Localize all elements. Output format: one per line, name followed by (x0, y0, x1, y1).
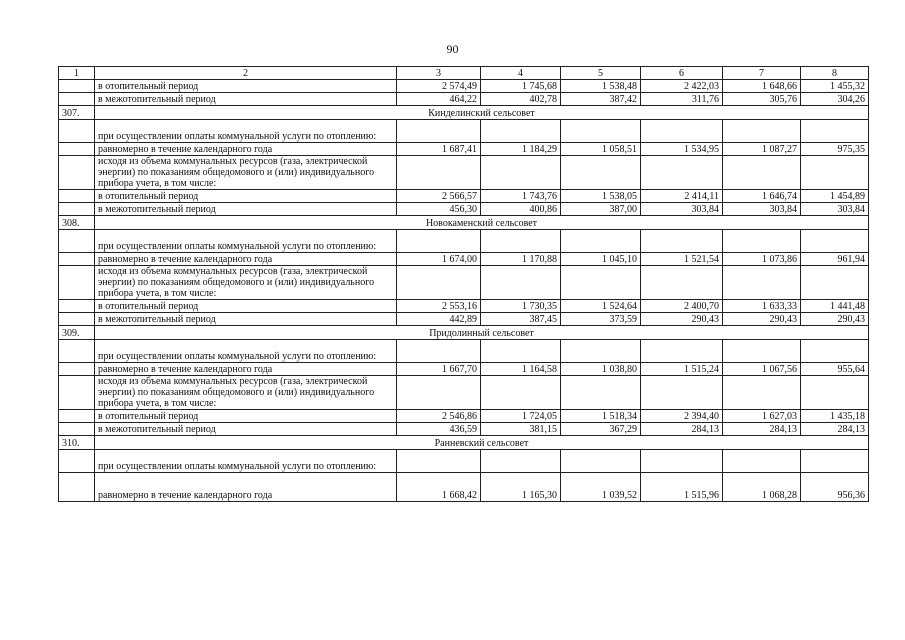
table-row (59, 120, 869, 143)
value-cell: 1 068,28 (723, 473, 801, 502)
value-cell: 2 394,40 (641, 410, 723, 423)
value-cell: 284,13 (723, 423, 801, 436)
value-cell (641, 340, 723, 363)
number-cell (59, 190, 95, 203)
value-cell (561, 376, 641, 410)
value-cell: 1 058,51 (561, 143, 641, 156)
value-cell: 284,13 (641, 423, 723, 436)
value-cell (397, 230, 481, 253)
value-cell (481, 340, 561, 363)
value-cell: 290,43 (641, 313, 723, 326)
value-cell: 975,35 (801, 143, 869, 156)
number-cell (59, 410, 95, 423)
value-cell (481, 376, 561, 410)
number-cell (59, 156, 95, 190)
label-cell: равномерно в течение календарного года (95, 363, 397, 376)
section-row (59, 216, 869, 230)
value-cell: 456,30 (397, 203, 481, 216)
table-row (59, 230, 869, 253)
table-row (59, 93, 869, 106)
value-cell: 1 648,66 (723, 80, 801, 93)
value-cell (801, 450, 869, 473)
value-cell: 1 435,18 (801, 410, 869, 423)
table-row (59, 473, 869, 502)
table-row (59, 203, 869, 216)
value-cell: 387,42 (561, 93, 641, 106)
value-cell (397, 120, 481, 143)
table-row (59, 376, 869, 410)
value-cell (641, 230, 723, 253)
number-cell (59, 313, 95, 326)
section-number: 310. (59, 436, 95, 450)
value-cell (561, 156, 641, 190)
label-cell: исходя из объема коммунальных ресурсов (газа, электрической энергии) по показаниям общедомового и (или) индивидуального прибора учета, в том числе: (95, 156, 397, 190)
value-cell (641, 120, 723, 143)
section-title: Кинделинский сельсовет (95, 106, 869, 120)
table-row (59, 313, 869, 326)
value-cell: 1 627,03 (723, 410, 801, 423)
value-cell (397, 450, 481, 473)
value-cell: 442,89 (397, 313, 481, 326)
value-cell: 1 184,29 (481, 143, 561, 156)
value-cell (723, 376, 801, 410)
value-cell: 290,43 (723, 313, 801, 326)
value-cell: 2 400,70 (641, 300, 723, 313)
value-cell: 290,43 (801, 313, 869, 326)
label-cell: в межотопительный период (95, 423, 397, 436)
label-cell: при осуществлении оплаты коммунальной услуги по отоплению: (95, 120, 397, 143)
value-cell: 1 073,86 (723, 253, 801, 266)
value-cell: 955,64 (801, 363, 869, 376)
table-row (59, 190, 869, 203)
value-cell: 1 743,76 (481, 190, 561, 203)
value-cell: 387,45 (481, 313, 561, 326)
number-cell (59, 363, 95, 376)
value-cell (641, 450, 723, 473)
value-cell (397, 156, 481, 190)
tariff-table (58, 66, 869, 502)
number-cell (59, 203, 95, 216)
label-cell: равномерно в течение календарного года (95, 143, 397, 156)
number-cell (59, 93, 95, 106)
value-cell: 1 730,35 (481, 300, 561, 313)
value-cell: 1 534,95 (641, 143, 723, 156)
section-number: 308. (59, 216, 95, 230)
value-cell: 402,78 (481, 93, 561, 106)
value-cell: 2 553,16 (397, 300, 481, 313)
value-cell (561, 230, 641, 253)
value-cell: 1 515,96 (641, 473, 723, 502)
number-cell (59, 120, 95, 143)
value-cell: 304,26 (801, 93, 869, 106)
value-cell: 2 574,49 (397, 80, 481, 93)
value-cell (481, 450, 561, 473)
value-cell: 464,22 (397, 93, 481, 106)
table-row (59, 363, 869, 376)
number-cell (59, 300, 95, 313)
number-cell (59, 376, 95, 410)
value-cell: 400,86 (481, 203, 561, 216)
label-cell: равномерно в течение календарного года (95, 253, 397, 266)
value-cell (801, 376, 869, 410)
value-cell (481, 156, 561, 190)
label-cell: исходя из объема коммунальных ресурсов (газа, электрической энергии) по показаниям общедомового и (или) индивидуального прибора учета, в том числе: (95, 266, 397, 300)
value-cell: 1 524,64 (561, 300, 641, 313)
section-number: 307. (59, 106, 95, 120)
value-cell (481, 230, 561, 253)
label-cell: в межотопительный период (95, 203, 397, 216)
value-cell: 1 518,34 (561, 410, 641, 423)
value-cell (723, 156, 801, 190)
value-cell: 1 038,80 (561, 363, 641, 376)
value-cell (481, 120, 561, 143)
number-cell (59, 473, 95, 502)
table-row (59, 410, 869, 423)
value-cell (561, 340, 641, 363)
value-cell: 1 538,05 (561, 190, 641, 203)
table-row (59, 80, 869, 93)
value-cell: 956,36 (801, 473, 869, 502)
value-cell: 1 521,54 (641, 253, 723, 266)
value-cell: 1 441,48 (801, 300, 869, 313)
value-cell: 1 045,10 (561, 253, 641, 266)
value-cell: 1 455,32 (801, 80, 869, 93)
value-cell (397, 340, 481, 363)
value-cell (397, 266, 481, 300)
value-cell (641, 266, 723, 300)
value-cell: 961,94 (801, 253, 869, 266)
value-cell: 1 039,52 (561, 473, 641, 502)
value-cell: 1 674,00 (397, 253, 481, 266)
table-row (59, 266, 869, 300)
number-cell (59, 340, 95, 363)
value-cell: 1 164,58 (481, 363, 561, 376)
section-number: 309. (59, 326, 95, 340)
value-cell: 311,76 (641, 93, 723, 106)
value-cell (397, 376, 481, 410)
value-cell: 367,29 (561, 423, 641, 436)
value-cell: 284,13 (801, 423, 869, 436)
header-cell: 6 (641, 67, 723, 80)
value-cell: 1 538,48 (561, 80, 641, 93)
header-cell: 8 (801, 67, 869, 80)
label-cell: при осуществлении оплаты коммунальной услуги по отоплению: (95, 450, 397, 473)
label-cell: в межотопительный период (95, 93, 397, 106)
table-row (59, 253, 869, 266)
table-body (59, 67, 869, 502)
value-cell: 1 724,05 (481, 410, 561, 423)
value-cell (723, 340, 801, 363)
value-cell: 1 745,68 (481, 80, 561, 93)
number-cell (59, 230, 95, 253)
value-cell (801, 156, 869, 190)
value-cell: 1 165,30 (481, 473, 561, 502)
value-cell (561, 120, 641, 143)
value-cell: 387,00 (561, 203, 641, 216)
value-cell: 1 087,27 (723, 143, 801, 156)
value-cell: 1 646,74 (723, 190, 801, 203)
value-cell: 1 668,42 (397, 473, 481, 502)
value-cell: 1 454,89 (801, 190, 869, 203)
table-row (59, 300, 869, 313)
table-row (59, 340, 869, 363)
value-cell: 1 067,56 (723, 363, 801, 376)
label-cell: в отопительный период (95, 80, 397, 93)
value-cell: 305,76 (723, 93, 801, 106)
number-cell (59, 80, 95, 93)
value-cell: 381,15 (481, 423, 561, 436)
label-cell: в отопительный период (95, 300, 397, 313)
table-row (59, 450, 869, 473)
value-cell: 1 667,70 (397, 363, 481, 376)
label-cell: в межотопительный период (95, 313, 397, 326)
value-cell: 1 515,24 (641, 363, 723, 376)
label-cell: при осуществлении оплаты коммунальной услуги по отоплению: (95, 340, 397, 363)
label-cell: в отопительный период (95, 190, 397, 203)
label-cell: исходя из объема коммунальных ресурсов (газа, электрической энергии) по показаниям общедомового и (или) индивидуального прибора учета, в том числе: (95, 376, 397, 410)
page-number: 90 (446, 42, 459, 56)
header-cell: 2 (95, 67, 397, 80)
value-cell (561, 266, 641, 300)
section-title: Новокаменский сельсовет (95, 216, 869, 230)
value-cell: 2 546,86 (397, 410, 481, 423)
section-title: Придолинный сельсовет (95, 326, 869, 340)
number-cell (59, 253, 95, 266)
section-title: Ранневский сельсовет (95, 436, 869, 450)
table-row (59, 423, 869, 436)
table-row (59, 143, 869, 156)
section-row (59, 106, 869, 120)
table-row (59, 156, 869, 190)
value-cell (801, 230, 869, 253)
value-cell: 2 422,03 (641, 80, 723, 93)
value-cell (723, 450, 801, 473)
value-cell (801, 340, 869, 363)
value-cell (723, 266, 801, 300)
value-cell: 1 687,41 (397, 143, 481, 156)
value-cell (481, 266, 561, 300)
value-cell: 2 414,11 (641, 190, 723, 203)
value-cell (561, 450, 641, 473)
value-cell: 373,59 (561, 313, 641, 326)
section-row (59, 326, 869, 340)
number-cell (59, 450, 95, 473)
value-cell (641, 376, 723, 410)
header-cell: 5 (561, 67, 641, 80)
header-cell: 3 (397, 67, 481, 80)
value-cell (723, 230, 801, 253)
value-cell: 1 633,33 (723, 300, 801, 313)
value-cell: 303,84 (641, 203, 723, 216)
header-cell: 4 (481, 67, 561, 80)
label-cell: в отопительный период (95, 410, 397, 423)
value-cell: 436,59 (397, 423, 481, 436)
number-cell (59, 143, 95, 156)
header-cell: 7 (723, 67, 801, 80)
label-cell: при осуществлении оплаты коммунальной услуги по отоплению: (95, 230, 397, 253)
label-cell: равномерно в течение календарного года (95, 473, 397, 502)
header-cell: 1 (59, 67, 95, 80)
value-cell: 2 566,57 (397, 190, 481, 203)
value-cell: 1 170,88 (481, 253, 561, 266)
value-cell: 303,84 (723, 203, 801, 216)
value-cell (801, 120, 869, 143)
value-cell (801, 266, 869, 300)
value-cell: 303,84 (801, 203, 869, 216)
value-cell (641, 156, 723, 190)
value-cell (723, 120, 801, 143)
header-row (59, 67, 869, 80)
number-cell (59, 423, 95, 436)
number-cell (59, 266, 95, 300)
section-row (59, 436, 869, 450)
